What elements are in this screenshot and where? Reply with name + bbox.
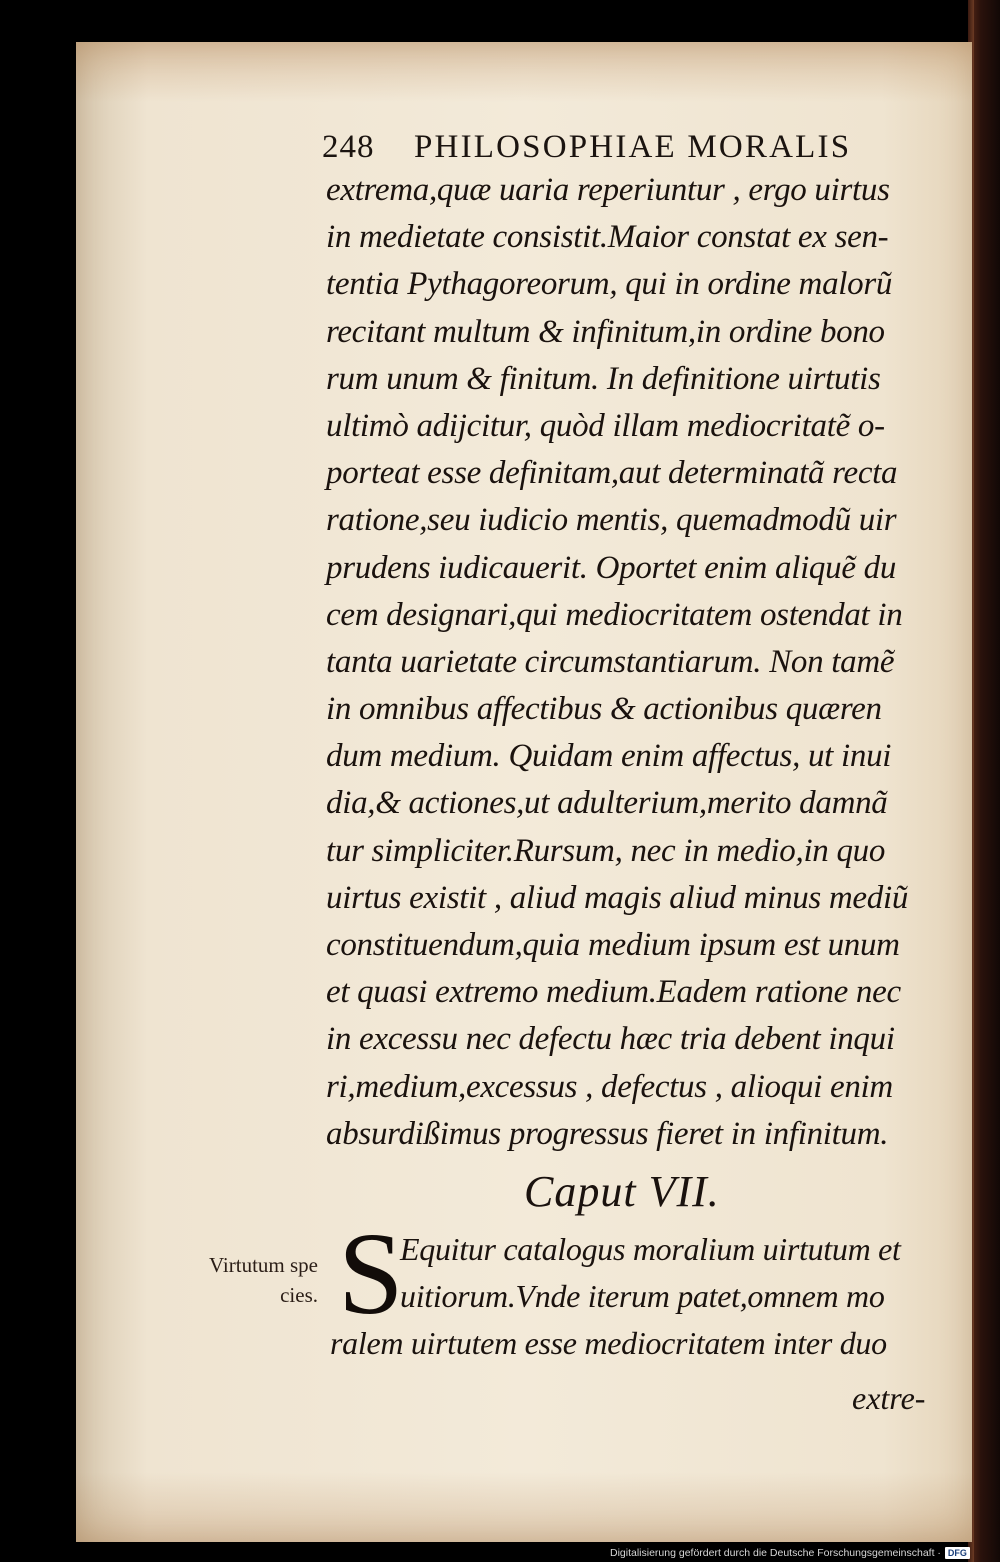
text-line: ri,medium,excessus , defectus , alioqui enim <box>326 1068 893 1105</box>
chapter-text-full <box>330 1320 950 1367</box>
text-line: recitant multum & infinitum,in ordine bono <box>326 313 885 350</box>
text-line: ultimò adijcitur, quòd illam mediocritatẽ o- <box>326 407 885 444</box>
text-line: Equitur catalogus moralium uirtutum et <box>400 1231 901 1267</box>
text-line: absurdißimus progressus fieret in infinitum. <box>326 1115 889 1152</box>
text-line: constituendum,quia medium ipsum est unum <box>326 927 900 963</box>
text-line: et quasi extremo medium.Eadem ratione nec <box>326 974 901 1011</box>
folio-number: 248 <box>322 128 375 165</box>
text-line: cem designari,qui mediocritatem ostendat in <box>326 596 903 633</box>
body-text <box>326 167 946 1158</box>
running-head: PHILOSOPHIAE MORALIS <box>414 128 852 165</box>
chapter-heading: Caput VII. <box>524 1167 720 1216</box>
digitization-footer <box>610 1543 1000 1562</box>
text-line: ralem uirtutem esse mediocritatem inter duo <box>330 1325 887 1361</box>
text-line: uirtus existit , aliud magis aliud minus mediũ <box>326 879 909 916</box>
page-header <box>322 124 912 170</box>
chapter-text-indented <box>400 1226 960 1320</box>
text-line: in excessu nec defectu hæc tria debent inqui <box>326 1021 895 1058</box>
marginal-note-line: cies. <box>280 1283 318 1307</box>
text-line: tanta uarietate circumstantiarum. Non tamẽ <box>326 643 895 680</box>
marginal-note <box>168 1250 318 1310</box>
text-line: prudens iudicauerit. Oportet enim aliquẽ du <box>326 549 897 586</box>
text-line: porteat esse definitam,aut determinatã recta <box>326 455 898 492</box>
text-line: dum medium. Quidam enim affectus, ut inui <box>326 738 892 775</box>
text-line: dia,& actiones,ut adulterium,merito damnã <box>326 785 888 822</box>
book-spine-edge <box>968 0 1000 1562</box>
footer-credit-text: Digitalisierung gefördert durch die Deutsche Forschungsgemeinschaft · <box>610 1546 941 1559</box>
text-line: extrema,quæ uaria reperiuntur , ergo uirtus <box>326 172 890 208</box>
marginal-note-line: Virtutum spe <box>209 1253 318 1277</box>
text-line: tur simpliciter.Rursum, nec in medio,in quo <box>326 832 886 869</box>
text-line: uitiorum.Vnde iterum patet,omnem mo <box>400 1278 885 1315</box>
text-line: rum unum & finitum. In definitione uirtutis <box>326 360 881 397</box>
drop-cap: S <box>338 1208 404 1339</box>
text-line: tentia Pythagoreorum, qui in ordine malorũ <box>326 266 893 303</box>
dfg-logo: DFG <box>945 1547 970 1559</box>
text-line: ratione,seu iudicio mentis, quemadmodũ uir <box>326 502 897 539</box>
text-line: in omnibus affectibus & actionibus quæren <box>326 691 882 728</box>
catchword: extre- <box>852 1380 926 1416</box>
text-line: in medietate consistit.Maior constat ex sen- <box>326 219 889 256</box>
